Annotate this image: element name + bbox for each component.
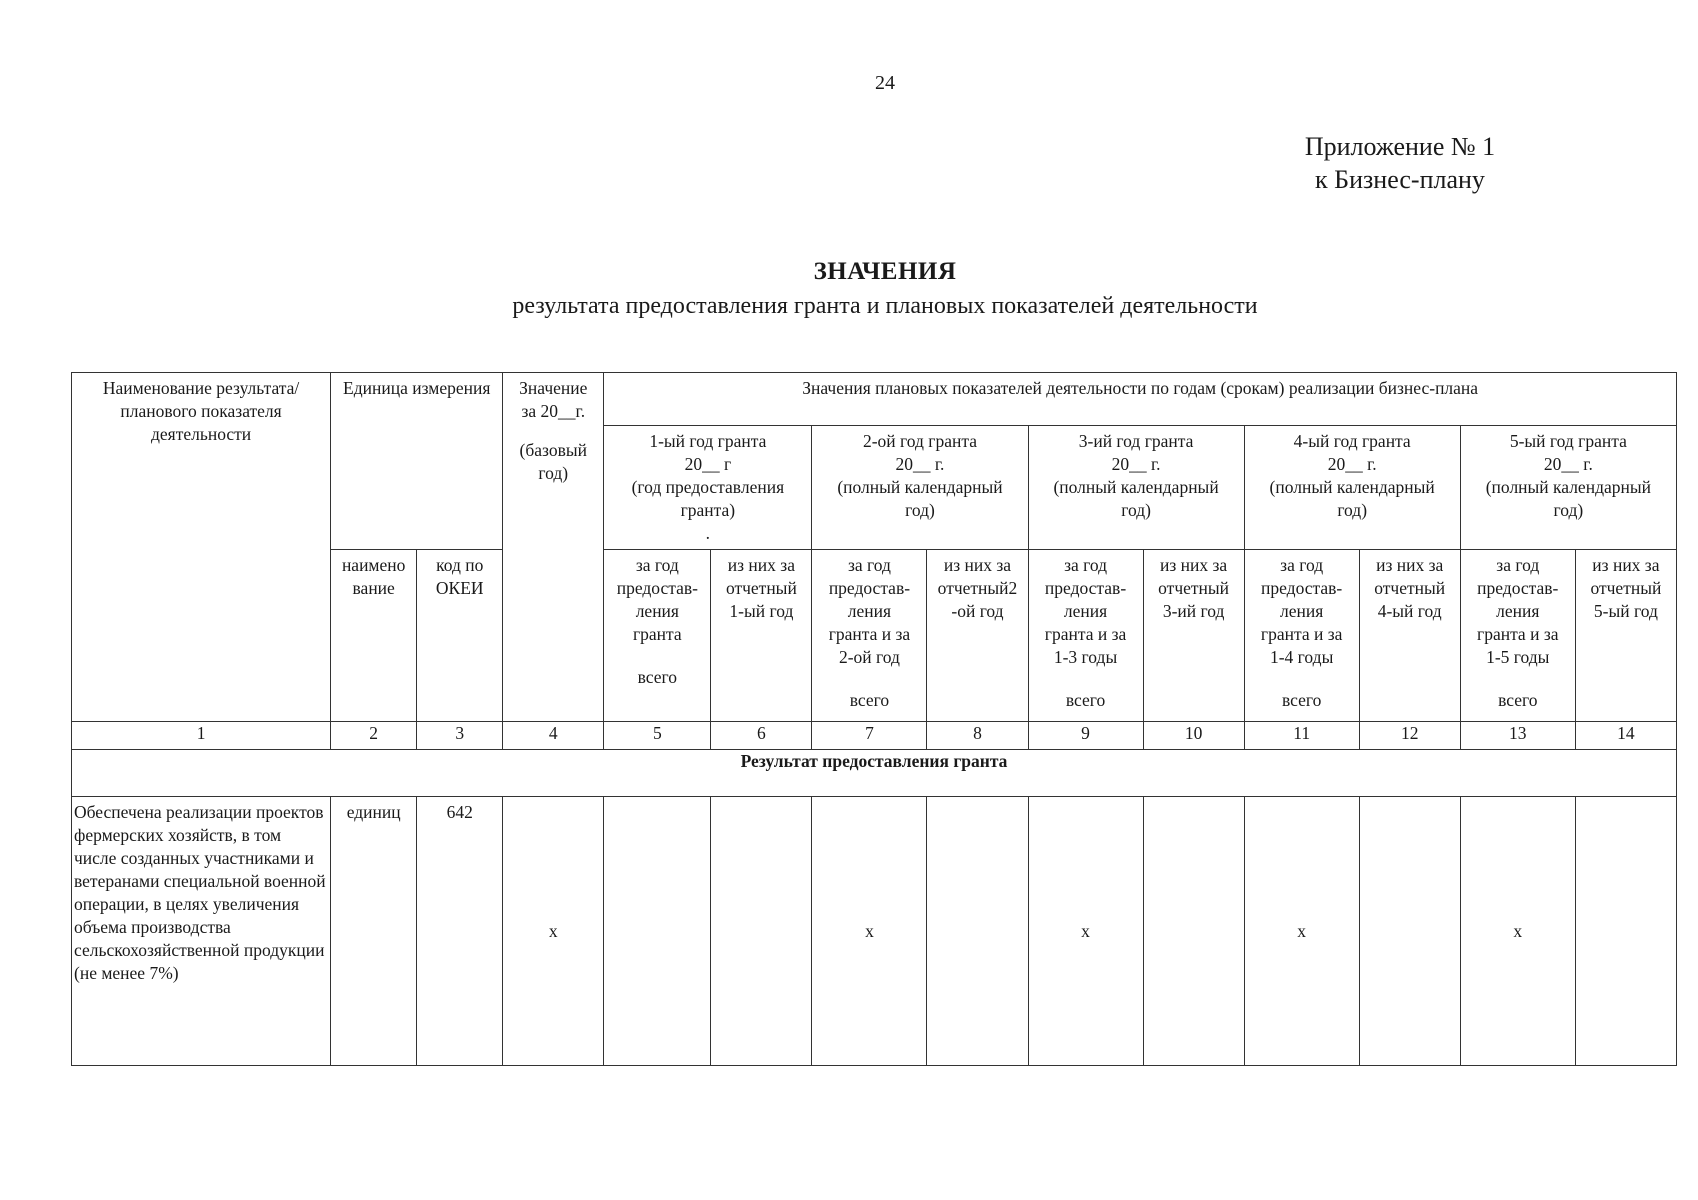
column-number-12: 12 bbox=[1359, 722, 1460, 750]
reporting-5-line-1: из них за bbox=[1592, 555, 1660, 575]
header-year-3-total bbox=[1028, 550, 1143, 722]
value-cell-col-7: x bbox=[812, 797, 927, 1066]
reporting-5-line-2: отчетный bbox=[1590, 578, 1662, 598]
value-cell-col-14 bbox=[1575, 797, 1676, 1066]
header-year-2-reporting bbox=[927, 550, 1028, 722]
total-2-line-3: ления bbox=[847, 601, 892, 621]
indicator-name: Обеспечена реализации проектов фермерских хозяйств, в том числе созданных участниками и ветеранами специальной военной операции, в целях увеличения объема производства сельскохозяйственной продукции (не менее 7%) bbox=[72, 797, 331, 1066]
header-year-4-reporting bbox=[1359, 550, 1460, 722]
year-4-line-2: 20__ г. bbox=[1327, 454, 1377, 474]
total-1-line-5 bbox=[607, 646, 707, 666]
value-cell-col-8 bbox=[927, 797, 1028, 1066]
column-number-14: 14 bbox=[1575, 722, 1676, 750]
total-1-line-6: всего bbox=[637, 667, 678, 687]
header-year-1-reporting bbox=[711, 550, 812, 722]
total-1-line-3: ления bbox=[635, 601, 679, 621]
value-cell-col-13: x bbox=[1460, 797, 1575, 1066]
column-number-5: 5 bbox=[604, 722, 711, 750]
reporting-2-line-3: -ой год bbox=[951, 601, 1004, 621]
header-year-5-total bbox=[1460, 550, 1575, 722]
header-year-4-total bbox=[1244, 550, 1359, 722]
value-cell-col-6 bbox=[711, 797, 812, 1066]
column-number-13: 13 bbox=[1460, 722, 1575, 750]
base-note-line-1: (базовый bbox=[519, 440, 587, 460]
section-title: Результат предоставления гранта bbox=[72, 750, 1677, 797]
unit-name-line-1: наимено bbox=[341, 555, 406, 575]
year-2-line-2: 20__ г. bbox=[895, 454, 945, 474]
column-number-8: 8 bbox=[927, 722, 1028, 750]
year-3-line-4: год) bbox=[1121, 500, 1151, 520]
document-subtitle: результата предоставления гранта и плановых показателей деятельности bbox=[512, 293, 1258, 319]
reporting-5-line-3: 5-ый год bbox=[1593, 601, 1658, 621]
unit-code-line-2: ОКЕИ bbox=[435, 578, 484, 598]
column-number-7: 7 bbox=[812, 722, 927, 750]
total-2-line-6 bbox=[815, 669, 923, 689]
total-3-line-1: за год bbox=[1064, 555, 1108, 575]
year-5-line-4: год) bbox=[1553, 500, 1584, 520]
header-year-3 bbox=[1028, 426, 1244, 550]
header-unit-name bbox=[331, 550, 417, 722]
column-number-10: 10 bbox=[1143, 722, 1244, 750]
indicator-unit-name: единиц bbox=[331, 797, 417, 1066]
base-note-line-2: год) bbox=[538, 463, 569, 483]
total-5-line-7: всего bbox=[1498, 690, 1538, 710]
reporting-4-line-2: отчетный bbox=[1374, 578, 1446, 598]
total-4-line-1: за год bbox=[1280, 555, 1324, 575]
year-2-line-4: год) bbox=[905, 500, 935, 520]
total-4-line-7: всего bbox=[1281, 690, 1322, 710]
appendix-line-2: к Бизнес-плану bbox=[1315, 165, 1485, 194]
reporting-3-line-1: из них за bbox=[1160, 555, 1228, 575]
total-5-line-5: 1-5 годы bbox=[1486, 647, 1550, 667]
unit-code-line-1: код по bbox=[436, 555, 484, 575]
year-1-line-3: (год предоставления bbox=[631, 477, 785, 497]
reporting-3-line-3: 3-ий год bbox=[1162, 601, 1225, 621]
total-1-line-1: за год bbox=[635, 555, 679, 575]
header-year-2-total bbox=[812, 550, 927, 722]
reporting-3-line-2: отчетный bbox=[1158, 578, 1230, 598]
total-2-line-1: за год bbox=[847, 555, 891, 575]
total-5-line-1: за год bbox=[1496, 555, 1540, 575]
value-cell-col-10 bbox=[1143, 797, 1244, 1066]
column-number-4: 4 bbox=[503, 722, 604, 750]
total-4-line-4: гранта и за bbox=[1260, 624, 1343, 644]
column-number-3: 3 bbox=[417, 722, 503, 750]
reporting-4-line-1: из них за bbox=[1376, 555, 1444, 575]
total-3-line-5: 1-3 годы bbox=[1053, 647, 1118, 667]
year-1-line-2: 20__ г bbox=[684, 454, 732, 474]
indicator-unit-code: 642 bbox=[417, 797, 503, 1066]
year-4-line-3: (полный календарный bbox=[1269, 477, 1435, 497]
header-year-2 bbox=[812, 426, 1028, 550]
total-3-line-2: предостав- bbox=[1044, 578, 1127, 598]
total-3-line-3: ления bbox=[1063, 601, 1108, 621]
year-1-line-5: . bbox=[705, 523, 711, 543]
base-value-line-1: Значение bbox=[519, 378, 588, 398]
year-3-line-2: 20__ г. bbox=[1111, 454, 1161, 474]
year-5-line-3: (полный календарный bbox=[1485, 477, 1651, 497]
header-unit bbox=[331, 373, 503, 550]
header-year-5-reporting bbox=[1575, 550, 1676, 722]
total-2-line-5: 2-ой год bbox=[838, 647, 900, 667]
total-3-line-6 bbox=[1032, 669, 1140, 689]
header-unit-label: Единица измерения bbox=[343, 378, 491, 398]
document-title: ЗНАЧЕНИЯ bbox=[813, 258, 957, 285]
total-5-line-2: предостав- bbox=[1477, 578, 1559, 598]
year-5-line-2: 20__ г. bbox=[1543, 454, 1593, 474]
total-5-line-6 bbox=[1464, 669, 1572, 689]
total-5-line-3: ления bbox=[1496, 601, 1540, 621]
year-2-line-1: 2-ой год гранта bbox=[862, 431, 977, 451]
header-plan-values: Значения плановых показателей деятельности по годам (срокам) реализации бизнес-плана bbox=[604, 373, 1677, 426]
base-value-line-2: за 20__г. bbox=[521, 401, 586, 421]
column-number-1: 1 bbox=[72, 722, 331, 750]
page-number: 24 bbox=[875, 72, 895, 94]
total-5-line-4: гранта и за bbox=[1477, 624, 1559, 644]
header-year-4 bbox=[1244, 426, 1460, 550]
total-4-line-6 bbox=[1248, 669, 1356, 689]
column-number-11: 11 bbox=[1244, 722, 1359, 750]
column-number-2: 2 bbox=[331, 722, 417, 750]
year-3-line-3: (полный календарный bbox=[1053, 477, 1219, 497]
header-year-3-reporting bbox=[1143, 550, 1244, 722]
total-4-line-3: ления bbox=[1280, 601, 1324, 621]
year-2-line-3: (полный календарный bbox=[837, 477, 1003, 497]
header-indicator-name: Наименование результата/планового показателя деятельности bbox=[72, 373, 331, 722]
header-unit-code bbox=[417, 550, 503, 722]
header-year-5 bbox=[1460, 426, 1676, 550]
header-year-1 bbox=[604, 426, 812, 550]
reporting-4-line-3: 4-ый год bbox=[1377, 601, 1442, 621]
year-1-line-4: гранта) bbox=[680, 500, 736, 520]
appendix-note bbox=[1250, 130, 1550, 196]
column-number-9: 9 bbox=[1028, 722, 1143, 750]
value-cell-col-5 bbox=[604, 797, 711, 1066]
total-1-line-4: гранта bbox=[632, 624, 682, 644]
year-4-line-1: 4-ый год гранта bbox=[1293, 431, 1411, 451]
column-number-6: 6 bbox=[711, 722, 812, 750]
unit-name-line-2: вание bbox=[352, 578, 395, 598]
total-1-line-2: предостав- bbox=[616, 578, 698, 598]
year-1-line-1: 1-ый год гранта bbox=[649, 431, 767, 451]
value-cell-col-12 bbox=[1359, 797, 1460, 1066]
appendix-line-1: Приложение № 1 bbox=[1304, 132, 1496, 161]
header-base-value bbox=[503, 373, 604, 722]
reporting-1-line-3: 1-ый год bbox=[729, 601, 794, 621]
total-2-line-2: предостав- bbox=[828, 578, 911, 598]
total-3-line-4: гранта и за bbox=[1044, 624, 1127, 644]
total-4-line-5: 1-4 годы bbox=[1269, 647, 1334, 667]
total-4-line-2: предостав- bbox=[1261, 578, 1343, 598]
year-3-line-1: 3-ий год гранта bbox=[1078, 431, 1194, 451]
total-3-line-7: всего bbox=[1065, 690, 1106, 710]
year-5-line-1: 5-ый год гранта bbox=[1509, 431, 1627, 451]
indicators-table bbox=[71, 372, 1677, 1066]
value-cell-col-4: x bbox=[503, 797, 604, 1066]
value-cell-col-9: x bbox=[1028, 797, 1143, 1066]
reporting-1-line-2: отчетный bbox=[725, 578, 797, 598]
reporting-1-line-1: из них за bbox=[727, 555, 795, 575]
year-4-line-4: год) bbox=[1337, 500, 1368, 520]
value-cell-col-11: x bbox=[1244, 797, 1359, 1066]
total-2-line-4: гранта и за bbox=[828, 624, 911, 644]
reporting-2-line-1: из них за bbox=[943, 555, 1012, 575]
total-2-line-7: всего bbox=[849, 690, 890, 710]
header-year-1-total bbox=[604, 550, 711, 722]
reporting-2-line-2: отчетный2 bbox=[937, 578, 1018, 598]
